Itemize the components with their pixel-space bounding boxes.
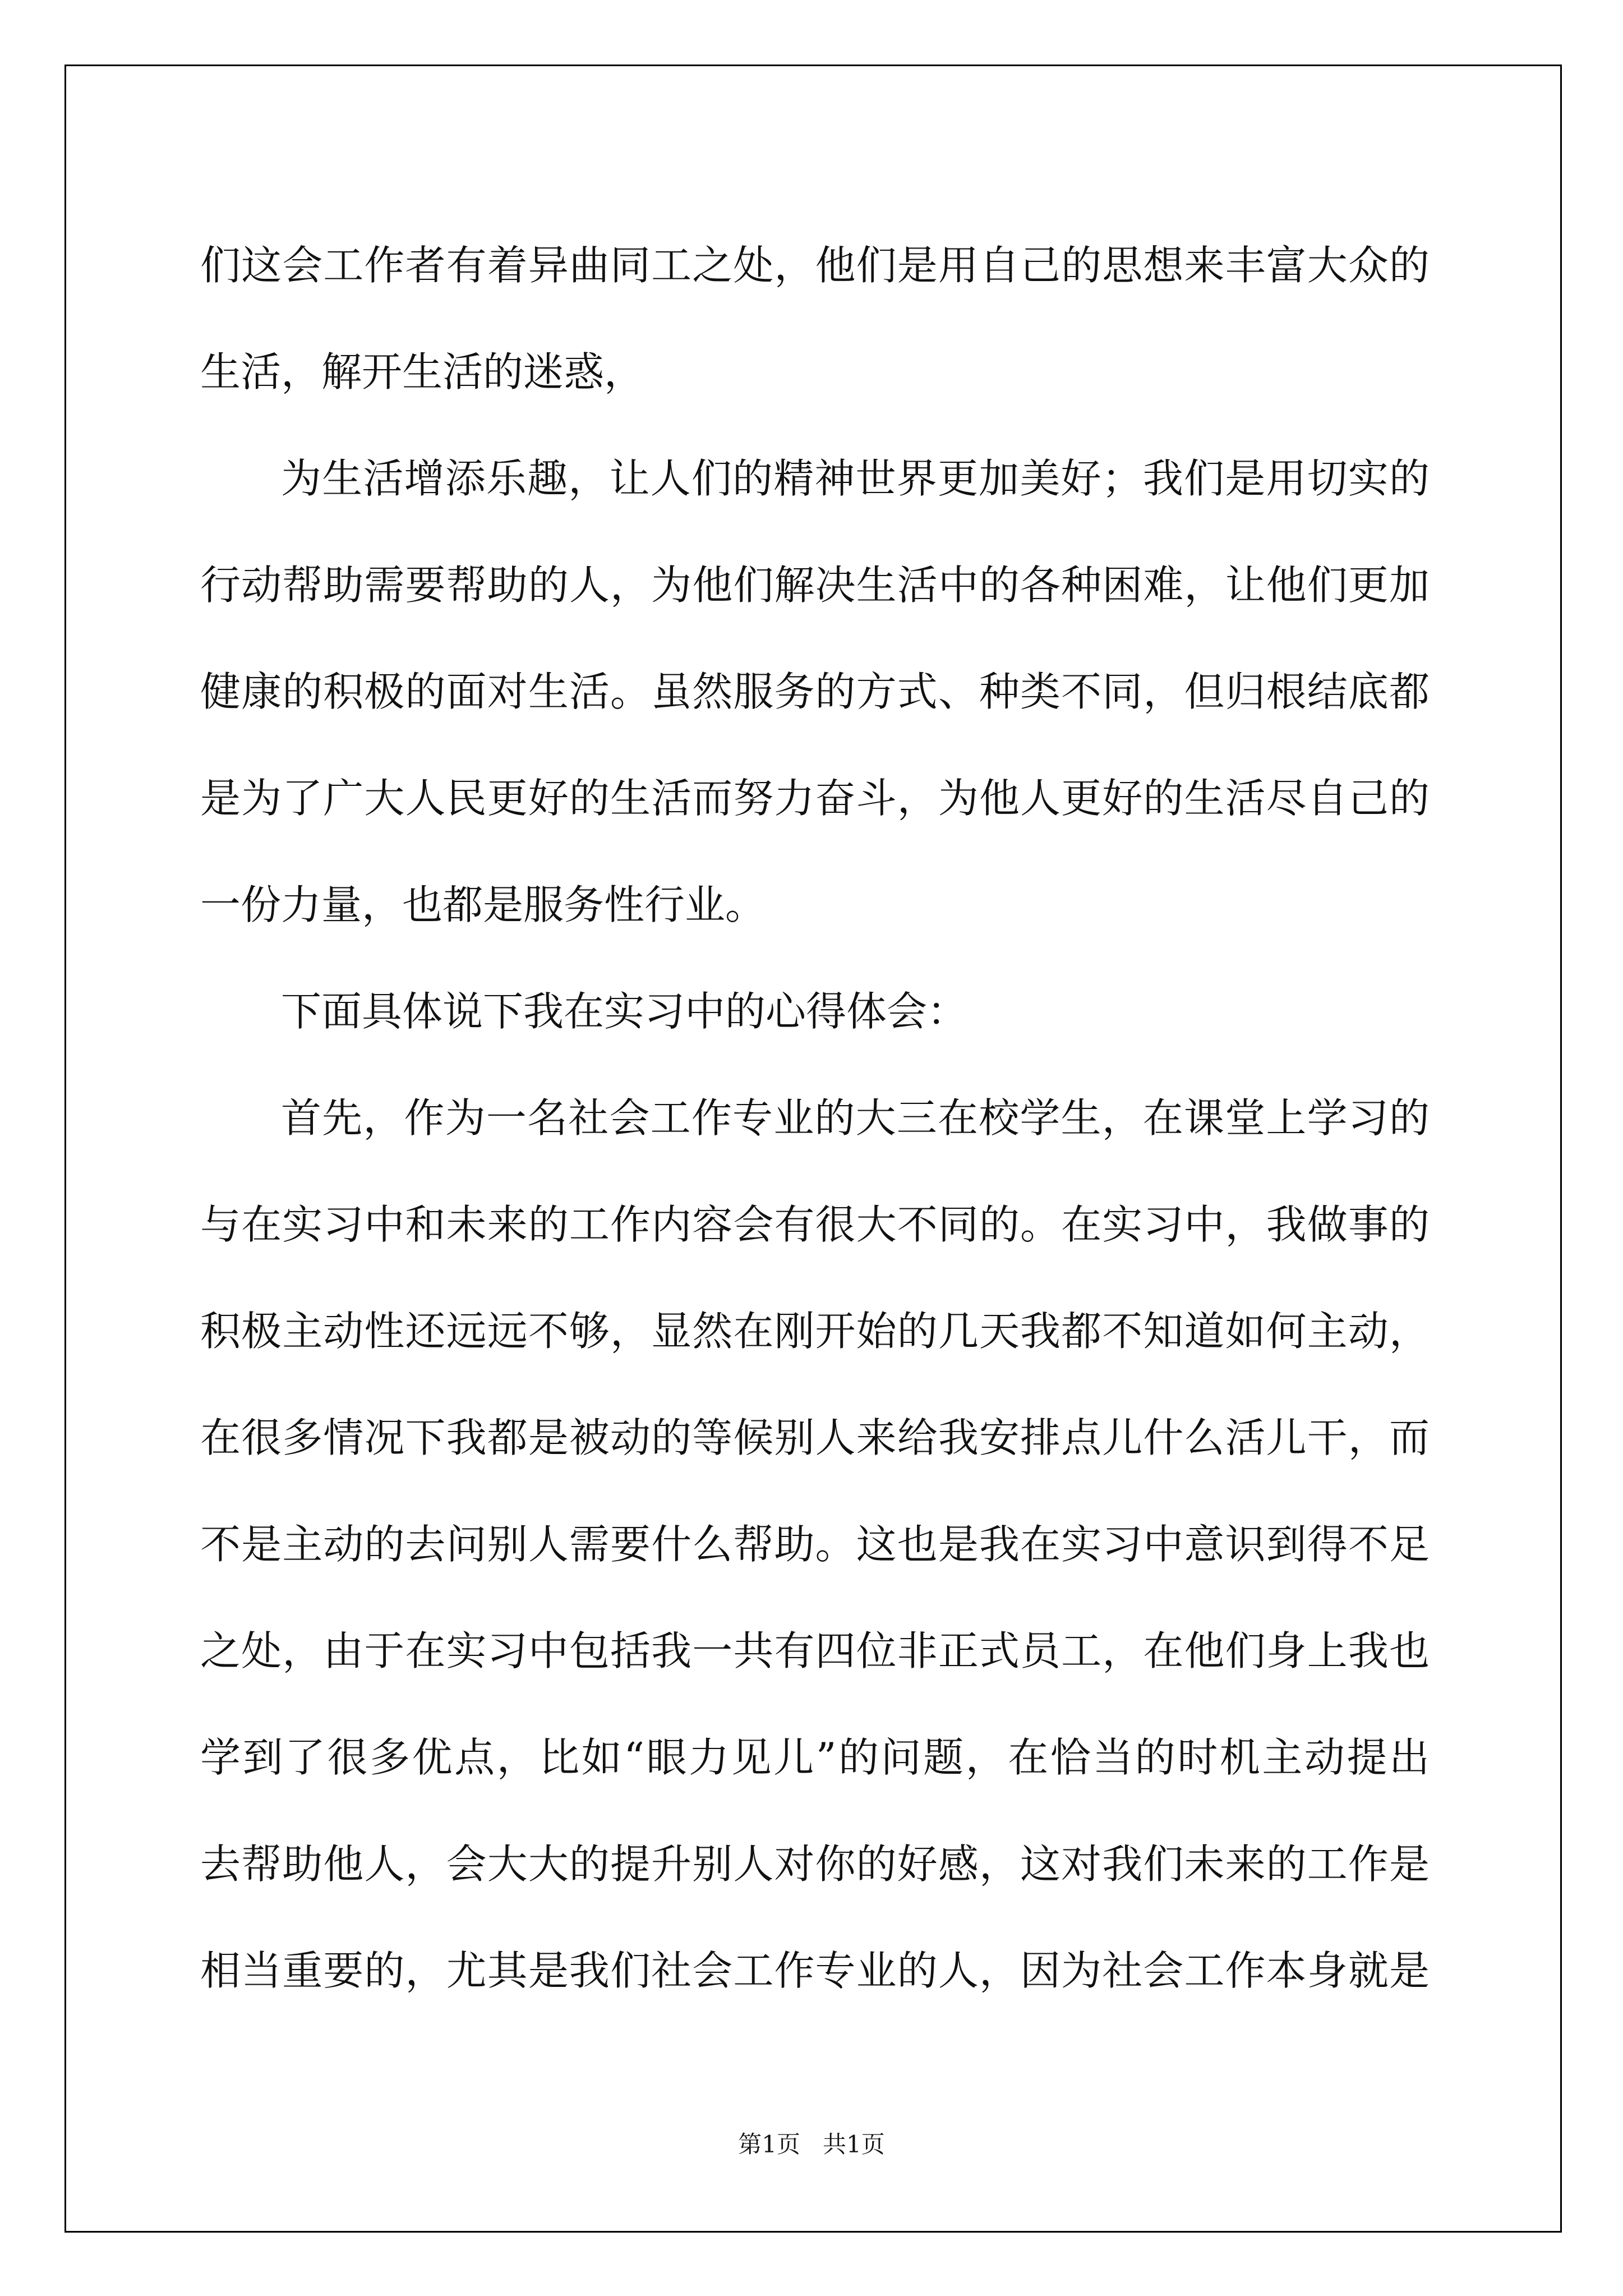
text-line: 去帮助他人，会大大的提升别人对你的好感，这对我们未来的工作是 bbox=[200, 1841, 1430, 1888]
page-total: 共1页 bbox=[823, 2131, 885, 2158]
text-line: 生活，解开生活的迷惑， bbox=[200, 348, 645, 395]
text-line: 不是主动的去问别人需要什么帮助。这也是我在实习中意识到得不足 bbox=[200, 1521, 1430, 1568]
text-line: 下面具体说下我在实习中的心得体会： bbox=[281, 988, 968, 1035]
text-line: 健康的积极的面对生活。虽然服务的方式、种类不同，但归根结底都 bbox=[200, 668, 1430, 715]
document-body bbox=[200, 212, 1430, 2024]
text-line: 与在实习中和未来的工作内容会有很大不同的。在实习中，我做事的 bbox=[200, 1201, 1430, 1248]
text-line: 积极主动性还远远不够，显然在刚开始的几天我都不知道如何主动， bbox=[200, 1308, 1430, 1355]
text-line: 一份力量，也都是服务性行业。 bbox=[200, 881, 766, 928]
text-line: 相当重要的，尤其是我们社会工作专业的人，因为社会工作本身就是 bbox=[200, 1947, 1430, 1994]
text-line: 行动帮助需要帮助的人，为他们解决生活中的各种困难，让他们更加 bbox=[200, 562, 1430, 609]
text-line: 首先，作为一名社会工作专业的大三在校学生，在课堂上学习的 bbox=[281, 1094, 1430, 1142]
text-line: 在很多情况下我都是被动的等候别人来给我安排点儿什么活儿干，而 bbox=[200, 1414, 1430, 1461]
page-number: 第1页 bbox=[738, 2131, 800, 2158]
text-line: 为生活增添乐趣，让人们的精神世界更加美好；我们是用切实的 bbox=[281, 455, 1430, 502]
text-line: 之处，由于在实习中包括我一共有四位非正式员工，在他们身上我也 bbox=[200, 1627, 1430, 1674]
text-line: 们这会工作者有着异曲同工之处，他们是用自己的思想来丰富大众的 bbox=[200, 242, 1430, 289]
text-line: 是为了广大人民更好的生活而努力奋斗，为他人更好的生活尽自己的 bbox=[200, 775, 1430, 822]
text-line: 学到了很多优点，比如“眼力见儿”的问题，在恰当的时机主动提出 bbox=[200, 1734, 1430, 1781]
page-footer bbox=[0, 2126, 1623, 2160]
